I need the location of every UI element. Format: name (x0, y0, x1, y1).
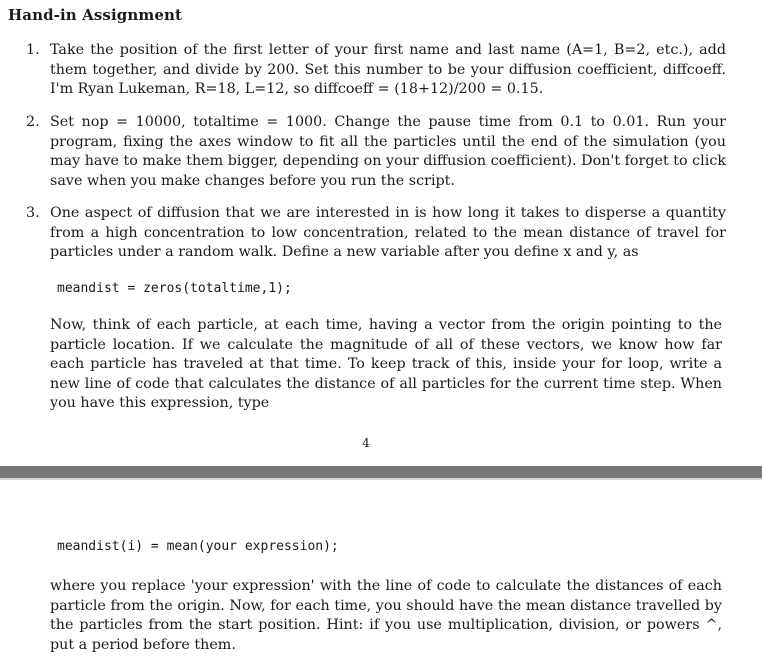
page-divider-shadow (0, 478, 762, 480)
section-title: Hand-in Assignment (8, 6, 183, 24)
list-item-2 (26, 113, 726, 191)
list-text: One aspect of diffusion that we are interested in is how long it takes to disperse a quantity from a high concentration to low concentration, related to the mean distance of travel for particles under a random walk. Define a new variable after you define x and y, as (50, 205, 726, 260)
list-item-3 (26, 204, 726, 263)
list-number: 2. (26, 114, 40, 130)
page-number: 4 (362, 436, 370, 450)
list-text: Take the position of the first letter of your first name and last name (A=1, B=2, etc.), add them together, and divide by 200. Set this number to be your diffusion coefficient, diffcoeff. I'm Ryan Lukeman, R=18, L=12, so diffcoeff = (18+12)/200 = 0.15. (50, 42, 726, 97)
page-divider (0, 466, 762, 478)
list-number: 3. (26, 205, 40, 221)
paragraph-hint: where you replace 'your expression' with the line of code to calculate the distances of each particle from the origin. Now, for each time, you should have the mean distance travelled by the particles from the start position. Hint: if you use multiplication, division, or powers ^, put a period before them. (50, 578, 722, 653)
list-text: Set nop = 10000, totaltime = 1000. Change the pause time from 0.1 to 0.01. Run your program, fixing the axes window to fit all the particles until the end of the simulation (you may have to make them bigger, depending on your diffusion coefficient). Don't forget to click save when you make changes before you run the script. (50, 114, 726, 189)
list-item-1 (26, 41, 726, 100)
paragraph-vector-explanation: Now, think of each particle, at each time, having a vector from the origin pointing to the particle location. If we calculate the magnitude of all of these vectors, we know how far each particle has traveled at that time. To keep track of this, inside your for loop, write a new line of code that calculates the distance of all particles for the current time step. When you have this expression, type (50, 317, 722, 411)
code-line-meandist-init: meandist = zeros(totaltime,1); (57, 281, 292, 296)
code-line-meandist-mean: meandist(i) = mean(your expression); (57, 539, 339, 554)
list-number: 1. (26, 42, 40, 58)
